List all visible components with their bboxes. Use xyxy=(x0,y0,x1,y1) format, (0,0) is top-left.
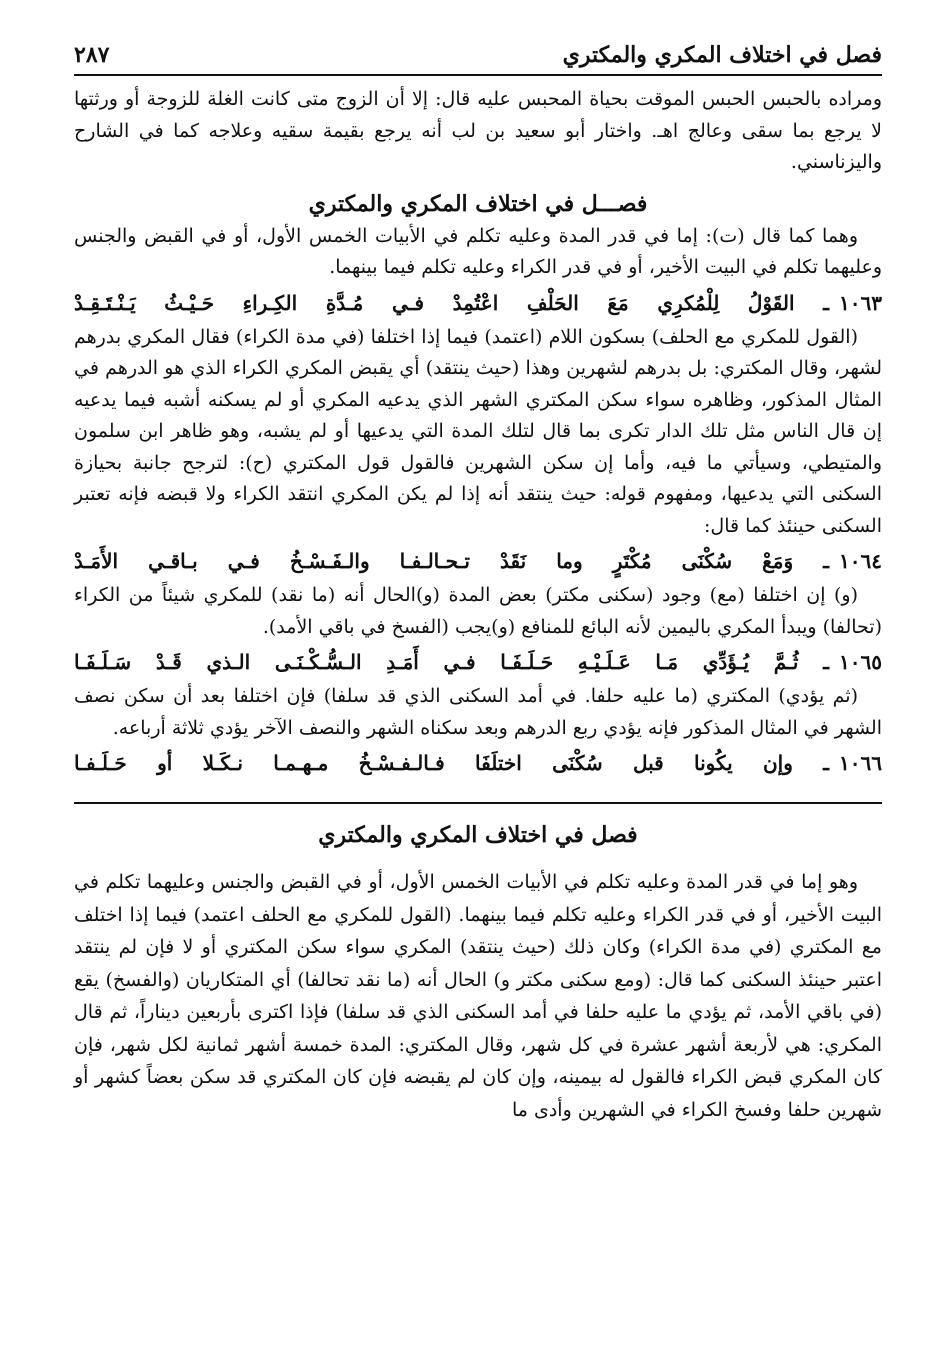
intro-paragraph: ومراده بالحبس الحبس الموقت بحياة المحبس عليه قال: إلا أن الزوج متى كانت الغلة للزوجة أو ورثتها لا يرجع بما سقى وعالج اهـ. واختار أبو سعيد بن لب أنه يرجع بقيمة سقيه وعلاجه كما في الشارح واليزناسني. xyxy=(74,88,882,173)
verse-commentary: (و) إن اختلفا (مع) وجود (سكنى مكتر) بعض المدة (و)الحال أنه (ما نقد) للمكري شيئاً من الكراء (تحالفا) ويبدأ المكري باليمين لأنه البائع للمنافع (و)يجب (الفسخ في باقي الأمد). xyxy=(74,584,882,638)
page-number: ٢٨٧ xyxy=(74,42,110,68)
verse-1063 xyxy=(74,286,882,320)
lower-section xyxy=(74,822,882,1126)
section-intro: وهما كما قال (ت): إما في قدر المدة وعليه تكلم في الأبيات الخمس الأول، أو في القبض والجنس وعليهما تكلم في البيت الأخير، أو في قدر الكراء وعليه تكلم فيما بينهما. xyxy=(74,224,882,278)
page-header xyxy=(74,28,882,76)
verse-number: ١٠٦٦ xyxy=(839,751,882,775)
verse-text: ـ القَوْلُ لِلْمُكرِي مَعَ الحَلْفِ اعْتُمِدْ فـي مُـدَّةِ الكِـراءِ حَـيْـثُ يَـنْـتَـقِـدْ xyxy=(74,290,830,315)
verse-text: ـ ثُـمَّ يُـؤَدِّي مَـا عَـلَـيْـهِ حَـلَـفَـا فـي أَمَـدِ الـسُّـكْـنَـى الـذي قَـدْ سَـلَـفَـا xyxy=(74,650,830,674)
lower-section-title: فصل في اختلاف المكري والمكتري xyxy=(318,822,638,848)
verse-1064 xyxy=(74,544,882,578)
section-title: فصـــل في اختلاف المكري والمكتري xyxy=(308,190,648,217)
verse-number: ١٠٦٣ xyxy=(839,290,882,315)
verse-1066 xyxy=(74,746,882,780)
verse-1065 xyxy=(74,645,882,679)
verse-number: ١٠٦٤ xyxy=(839,549,882,573)
verse-number: ١٠٦٥ xyxy=(839,650,882,674)
footnote-divider xyxy=(74,802,882,804)
lower-section-paragraph: وهو إما في قدر المدة وعليه تكلم في الأبيات الخمس الأول، أو في القبض والجنس وعليهما تكلم في البيت الأخير، أو في قدر الكراء وعليه تكلم فيما بينهما. (القول للمكري مع الحلف اعتمد) فيما إذا اختلف مع المكتري (في مدة الكراء) وكان ذلك (حيث ينتقد) المكري سواء سكن المكتري أو لا فإن لم ينتقد اعتبر حينئذ السكنى كما قال: (ومع سكنى مكتر و) الحال أنه (ما نقد تحالفا) أي المتكاريان (والفسخ) يقع (في باقي الأمد، ثم يؤدي ما عليه حلفا في أمد السكنى الذي قد سلفا) فإذا اكترى بأربعين ديناراً، ثم قال المكري: هي لأربعة أشهر عشرة في كل شهر، وقال المكتري: المدة خمسة أشهر ثمانية لكل شهر، فإن كان المكري قبض الكراء فالقول له بيمينه، وإن كان لم يقبضه فإن كان المكتري قد سكن بعضاً كشهر أو شهرين حلفا وفسخ الكراء في الشهرين وأدى ما xyxy=(74,871,882,1121)
running-title: فصل في اختلاف المكري والمكتري xyxy=(562,42,882,68)
verse-text: ـ وَمَعْ سُكْنَى مُكْتَرٍ وما نَقَدْ تـحـالـفـا والـفَـسْـخُ فـي بـاقـي الأَمَـدْ xyxy=(74,549,830,573)
verse-text: ـ وإن يكُونا قبل سُكْنَى اختلَفَا فـالـفـسْـخُ مـهـمـا نـكَـلا أو حَـلَـفـا xyxy=(74,751,830,775)
verse-commentary: (ثم يؤدي) المكتري (ما عليه حلفا. في أمد السكنى الذي قد سلفا) فإن اختلفا بعد أن سكن نصف الشهر في المثال المذكور فإنه يؤدي ربع الدرهم وبعد سكناه الشهر والنصف الآخر يؤدي ثلاثة أرباعه. xyxy=(74,685,882,739)
verse-commentary: (القول للمكري مع الحلف) بسكون اللام (اعتمد) فيما إذا اختلفا (في مدة الكراء) فقال المكري بدرهم لشهر، وقال المكتري: بل بدرهم لشهرين وهذا (حيث ينتقد) أي يقبض المكري الكراء الذي هو الدرهم في المثال المذكور، وظاهره سواء سكن المكتري الشهر الذي يدعيه المكري أو لم يسكنه أشبه فيما يدعيه إن قال الناس مثل تلك الدار تكرى بما قال لتلك المدة التي يدعيها أو لم يشبه، وهو ظاهر ابن سلمون والمتيطي، وسيأتي ما فيه، وأما إن سكن الشهرين فالقول قول المكتري (ح): لترجح جانبة بحيازة السكنى التي يدعيها، ومفهوم قوله: حيث ينتقد أنه إذا لم يكن المكري انتقد الكراء ولا قبضه فإنه تعتبر السكنى حينئذ كما قال: xyxy=(74,325,882,537)
